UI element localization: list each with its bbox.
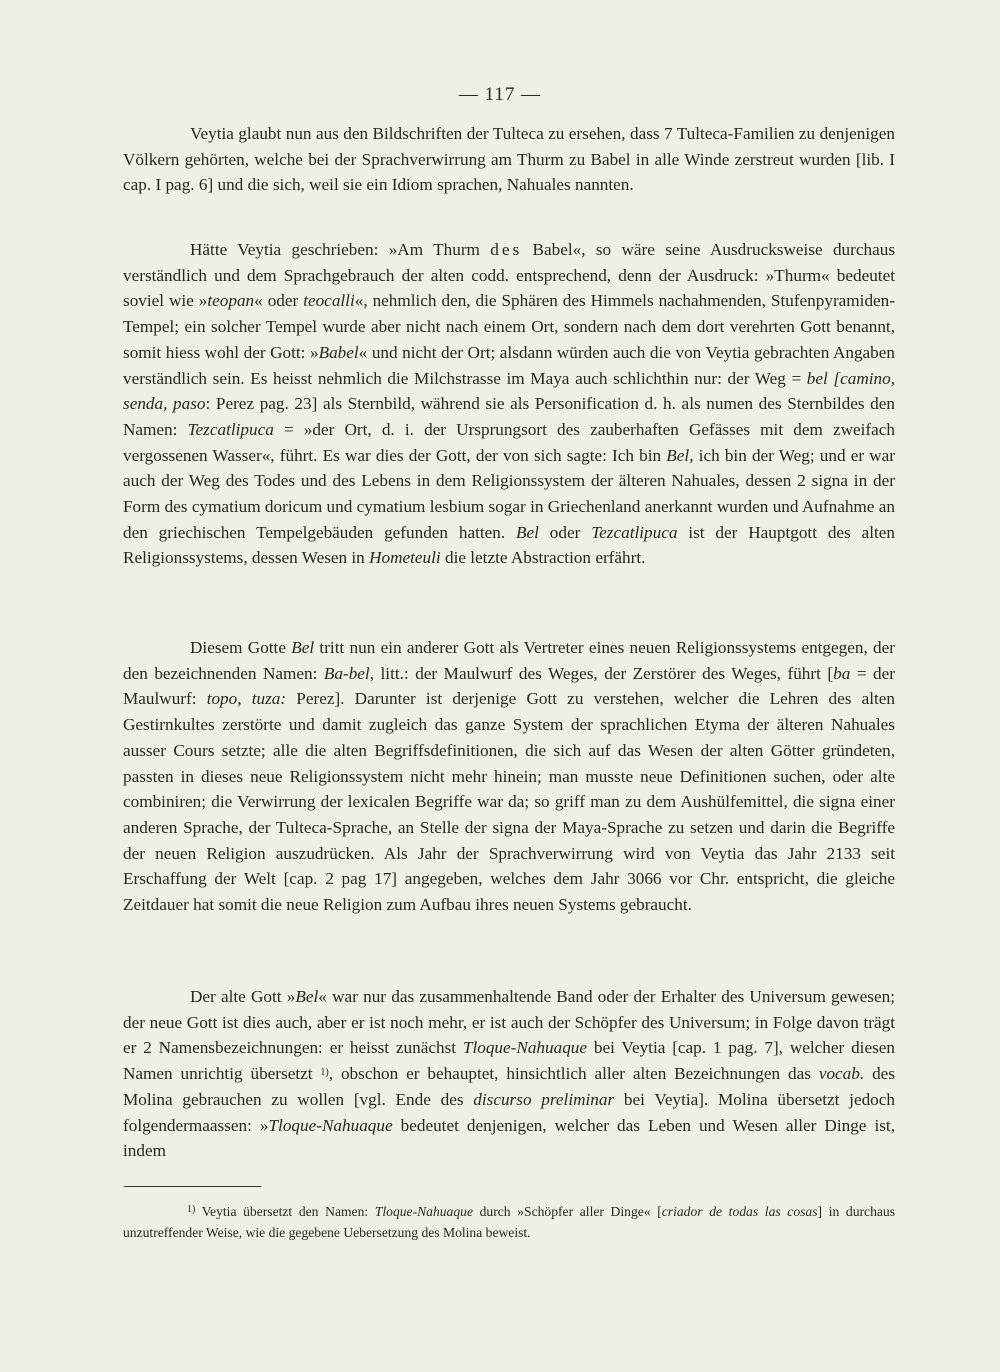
paragraph-3 xyxy=(123,635,895,918)
italic-term: Bel xyxy=(295,987,319,1006)
italic-term: Babel xyxy=(318,342,359,362)
italic-term: discurso preliminar xyxy=(473,1089,615,1109)
italic-term: Tloque-Nahuaque xyxy=(268,1115,393,1135)
paragraph-text: = »der Ort, d. i. der Ursprungsort des zauberhaften Gefässes mit dem zweifach vergossenen Wasser«, führt. Es war dies der Gott, der von sich sagte: Ich bin xyxy=(123,419,895,465)
paragraph-text: ist der Hauptgott des alten Religionssystems, dessen Wesen in xyxy=(123,522,895,568)
paragraph-text: , ich bin der Weg; und er war auch der Weg des Todes und des Lebens in dem Religionssystem der älteren Nahuales, dessen 2 signa in der Form des cymatium doricum und cymatium lesbium sogar in Griechenland anerkannt wurden und Aufnahme an den griechischen Tempelgebäuden gefunden hatten. xyxy=(123,445,895,542)
italic-term: bel [camino, senda, paso xyxy=(123,368,895,414)
paragraph-text: « war nur das zusammenhaltende Band oder der Erhalter des Universum gewesen; der neue Gott ist dies auch, aber er ist noch mehr, er ist auch der Schöpfer des Universum; in Folge davon trägt er 2 Namensbezeichnungen: er heisst zunächst xyxy=(123,987,895,1058)
paragraph-text: tritt nun ein anderer Gott als Vertreter eines neuen Religionssystems entgegen, der den bezeichnenden Namen: xyxy=(123,638,895,683)
paragraph-text: bei Veytia]. Molina übersetzt jedoch folgendermaassen: » xyxy=(123,1089,895,1135)
italic-term: Bel xyxy=(516,522,539,542)
paragraph-text: litt.: der Maulwurf des Weges, der Zerstörer des Weges, führt [ xyxy=(374,663,834,683)
paragraph-text: Veytia glaubt nun aus den Bildschriften der Tulteca zu ersehen, dass 7 Tulteca-Familien zu denjenigen Völkern gehörten, welche bei der Sprachverwirrung am Thurm zu Babel in alle Winde zerstreut wurden [lib. I cap. I pag. 6] und die sich, weil sie ein Idiom sprachen, Nahuales nannten. xyxy=(123,124,895,195)
paragraph-text: oder xyxy=(538,522,592,542)
italic-term: Tezcatlipuca xyxy=(187,419,274,439)
italic-term: teocalli xyxy=(303,291,355,311)
italic-term: Bel xyxy=(666,445,690,465)
italic-term: teopan xyxy=(207,291,255,311)
paragraph-text: bedeutet denjenigen, welcher das Leben und Wesen aller Dinge ist, indem xyxy=(123,1115,895,1161)
footnote-marker[interactable]: 1) xyxy=(320,1067,329,1079)
paragraph-text: die letzte Abstraction erfährt. xyxy=(440,548,646,568)
footnote-text: ] in durchaus unzutreffender Weise, wie die gegebene Uebersetzung des Molina beweist. xyxy=(123,1204,895,1240)
footnote-number: 1) xyxy=(187,1204,196,1215)
paragraph-text: Diesem Gotte xyxy=(190,638,292,657)
footnote-divider xyxy=(124,1186,261,1187)
paragraph-text: Babel«, so wäre seine Ausdrucksweise durchaus verständlich und dem Sprachgebrauch der alten codd. entsprechend, denn der Ausdruck: »Thurm« bedeutet soviel wie » xyxy=(123,240,896,311)
paragraph-text: = der Maulwurf: xyxy=(123,663,895,709)
italic-term: vocab. xyxy=(818,1064,865,1084)
paragraph-text: des Molina gebrauchen zu wollen [vgl. Ende des xyxy=(123,1064,895,1109)
italic-term: Tloque-Nahuaque xyxy=(462,1038,588,1058)
paragraph-text: bei Veytia [cap. 1 pag. 7], welcher diesen Namen unrichtig übersetzt xyxy=(123,1038,895,1084)
paragraph-text: «, nehmlich den, die Sphären des Himmels nachahmenden, Stufenpyramiden-Tempel; ein solcher Tempel wurde aber nicht nach einem Ort, sondern nach dem dort verehrten Gott benannt, somit hiess wohl der Gott: » xyxy=(123,291,895,362)
paragraph-text: « oder xyxy=(254,291,304,311)
paragraph-4 xyxy=(123,984,895,1164)
paragraph-text: , obschon er behauptet, hinsichtlich aller alten Bezeichnungen das xyxy=(328,1064,819,1084)
italic-term: topo, tuza: xyxy=(206,689,287,709)
paragraph-text: Der alte Gott » xyxy=(190,987,296,1006)
italic-term: Bel xyxy=(291,638,315,657)
italic-term: Tloque-Nahuaque xyxy=(374,1204,473,1219)
italic-term: ba xyxy=(833,663,851,683)
paragraph-text: Perez]. Darunter ist derjenige Gott zu verstehen, welcher die Lehren des alten Gestirnkultes zerstörte und damit zugleich das ganze System der sprachlichen Etyma der älteren Nahuales ausser Cours setzte; alle die alten Begriffsdefinitionen, die sich auf das Wesen der alten Götter gründeten, passten in dieses neue Religionssystem nicht mehr hinein; man musste neue Definitionen suchen, oder alte combiniren; die Verwirrung der lexicalen Begriffe war da; so griff man zu dem Aushülfemittel, die signa einer anderen Sprache, der Tulteca-Sprache, an Stelle der signa der Maya-Sprache zu setzen und darin die Begriffe der neuen Religion auszudrücken. Als Jahr der Sprachverwirrung wird von Veytia das Jahr 2133 seit Erschaffung der Welt [cap. 2 pag 17] angegeben, welches dem Jahr 3066 vor Chr. entspricht, die gleiche Zeitdauer hat somit die neue Religion zum Aufbau ihres neuen Systems gebraucht. xyxy=(123,689,895,915)
footnote-text: Veytia übersetzt den Namen: xyxy=(195,1204,375,1219)
paragraph-text: Hätte Veytia geschrieben: »Am Thurm xyxy=(190,240,491,259)
italic-term: Hometeuli xyxy=(369,548,441,568)
italic-term: criador de todas las cosas xyxy=(661,1204,818,1219)
italic-term: Ba-bel, xyxy=(323,663,374,683)
paragraph-2 xyxy=(123,237,895,571)
paragraph-1 xyxy=(123,121,895,198)
page-number: — 117 — xyxy=(458,84,542,105)
footnote xyxy=(123,1201,895,1243)
paragraph-text: « und nicht der Ort; alsdann würden auch die von Veytia gebrachten Angaben verständlich sein. Es heisst nehmlich die Milchstrasse im Maya auch schlichthin nur: der Weg = xyxy=(123,342,895,388)
spaced-text: des xyxy=(490,240,523,259)
italic-term: Tezcatlipuca xyxy=(591,522,678,542)
paragraph-text: : Perez pag. 23] als Sternbild, während sie als Personification d. h. als numen des Sternbildes den Namen: xyxy=(123,394,895,439)
footnote-text: durch »Schöpfer aller Dinge« [ xyxy=(472,1204,662,1219)
